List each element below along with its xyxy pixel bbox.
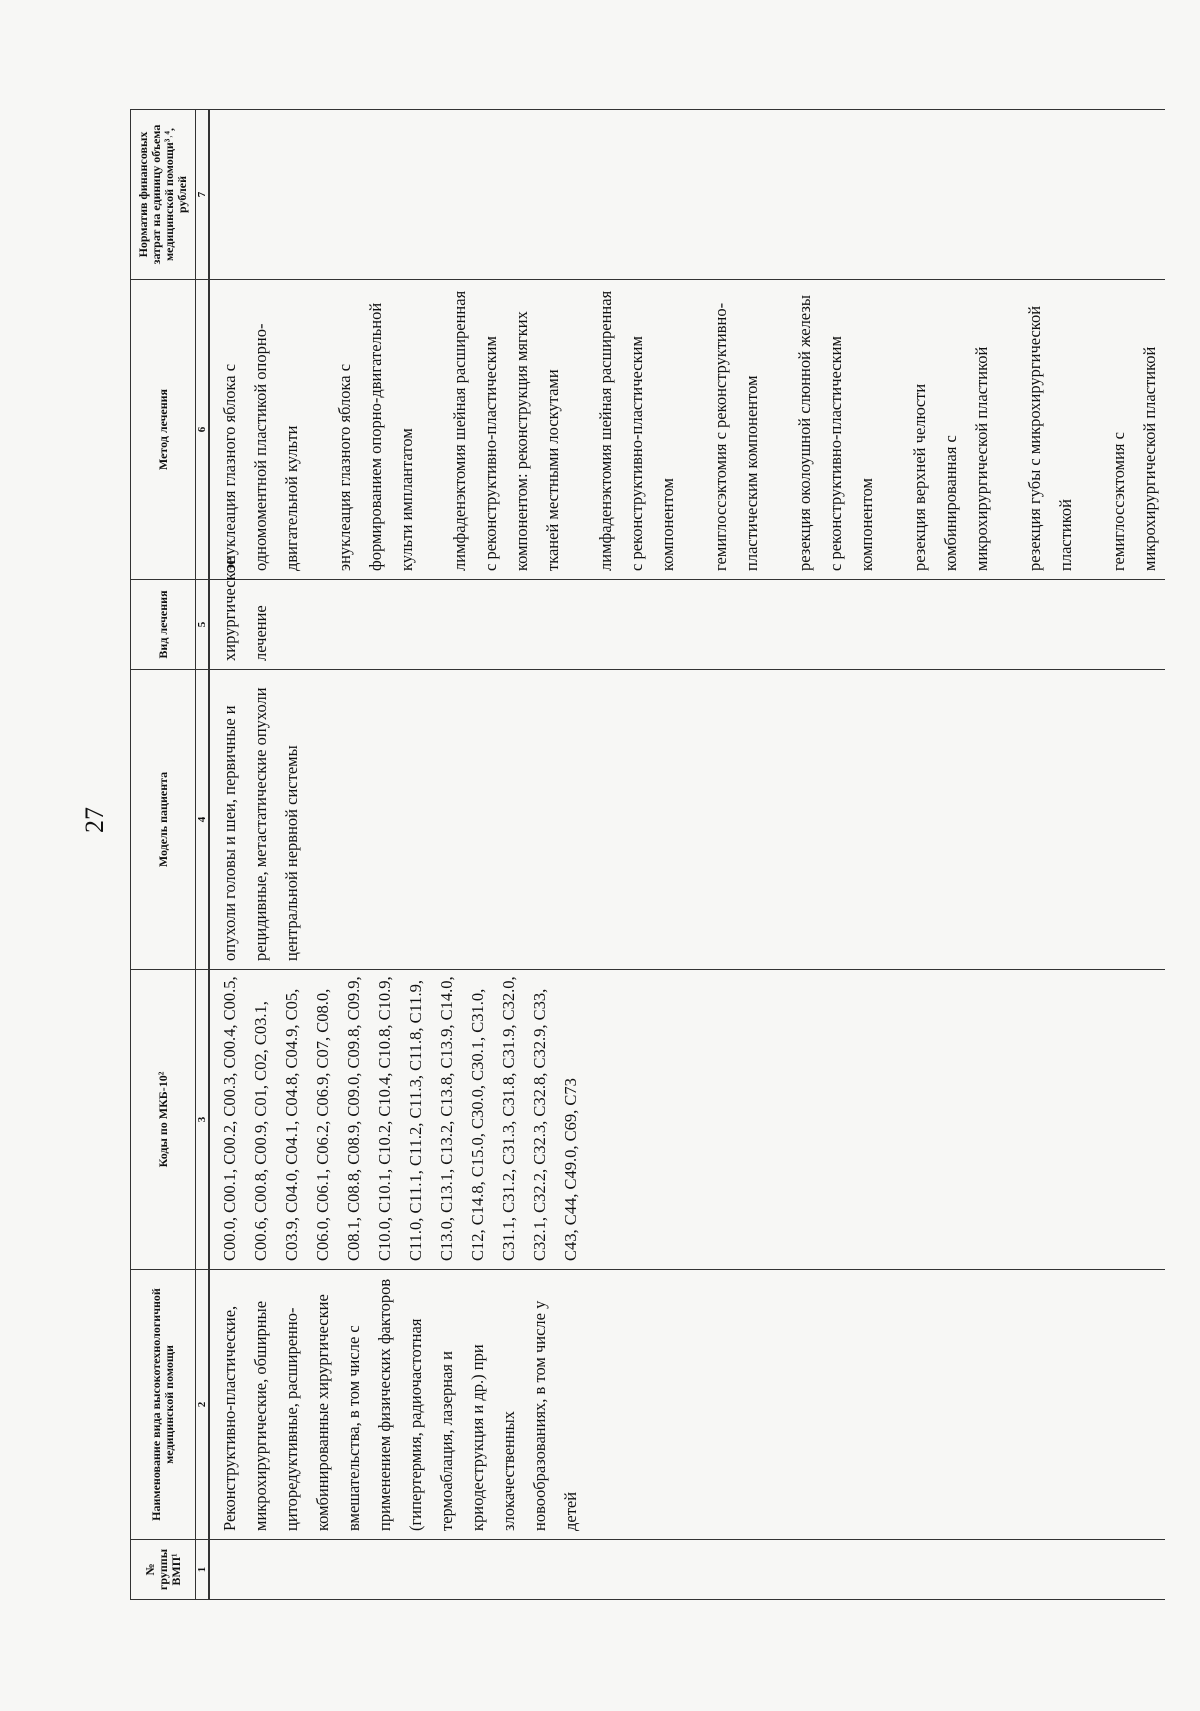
column-number: 4 xyxy=(196,670,210,970)
header-treatment-method: Метод лечения xyxy=(131,280,196,580)
cell-treatment-type: хирургическое лечение xyxy=(209,580,1165,670)
column-number-row xyxy=(196,110,210,1600)
column-number: 3 xyxy=(196,970,210,1270)
table-row xyxy=(209,110,1165,1600)
cell-treatment-methods xyxy=(209,280,1165,580)
header-group-no: № группы ВМП¹ xyxy=(131,1540,196,1600)
cell-cost xyxy=(209,110,1165,280)
vmp-table xyxy=(130,109,1165,1600)
header-icd-codes: Коды по МКБ-10² xyxy=(131,970,196,1270)
cell-icd-codes: C00.0, C00.1, C00.2, C00.3, C00.4, C00.5, C00.6, C00.8, C00.9, C01, C02, C03.1, C03.9, C04.0, C04.1, C04.8, C04.9, C05, C06.0, C06.1, C06.2, C06.9, C07, C08.0, C08.1, C08.8, C08.9, C09.0, C09.8, C09.9, C10.0, C10.1, C10.2, C10.4, C10.8, C10.9, C11.0, C11.1, C11.2, C11.3, C11.8, C11.9, C13.0, C13.1, C13.2, C13.8, C13.9, C14.0, C12, C14.8, C15.0, C30.0, C30.1, C31.0, C31.1, C31.2, C31.3, C31.8, C31.9, C32.0, C32.1, C32.2, C32.3, C32.8, C32.9, C33, C43, C44, C49.0, C69, C73 xyxy=(209,970,1165,1270)
method-item: энуклеация глазного яблока с одномоментной пластикой опорно-двигательной культи xyxy=(220,323,301,571)
method-item: гемиглоссэктомия с микрохирургической пластикой xyxy=(1109,346,1159,571)
method-item: лимфаденэктомия шейная расширенная с реконструктивно-пластическим компонентом xyxy=(596,290,677,571)
method-item: энуклеация глазного яблока с формированием опорно-двигательной культи имплантатом xyxy=(335,302,416,571)
cell-group-no xyxy=(209,1540,1165,1600)
cell-patient-model: опухоли головы и шеи, первичные и рецидивные, метастатические опухоли центральной нервной системы xyxy=(209,670,1165,970)
method-item: лимфаденэктомия шейная расширенная с реконструктивно-пластическим компонентом: реконструкция мягких тканей местными лоскутами xyxy=(450,290,562,571)
column-number: 6 xyxy=(196,280,210,580)
header-vmp-name: Наименование вида высокотехнологичной медицинской помощи xyxy=(131,1270,196,1540)
table-header-row xyxy=(131,110,196,1600)
header-treatment-type: Вид лечения xyxy=(131,580,196,670)
cell-vmp-name: Реконструктивно-пластические, микрохирургические, обширные циторедуктивные, расширенно-комбинированные хирургические вмешательства, в том числе с применением физических факторов (гипертермия, радиочастотная термоаблация, лазерная и криодеструкция и др.) при злокачественных новообразованиях, в том числе у детей xyxy=(209,1270,1165,1540)
page-number: 27 xyxy=(80,807,109,833)
method-item: резекция верхней челюсти комбинированная с микрохирургической пластикой xyxy=(910,346,991,571)
rotated-table-container xyxy=(130,110,1159,1600)
header-patient-model: Модель пациента xyxy=(131,670,196,970)
column-number: 2 xyxy=(196,1270,210,1540)
column-number: 7 xyxy=(196,110,210,280)
method-item: гемиглоссэктомия с реконструктивно-пластическим компонентом xyxy=(711,302,761,571)
method-item: резекция губы с микрохирургической пластикой xyxy=(1025,305,1075,571)
header-cost-standard: Норматив финансовых затрат на единицу объема медицинской помощи³˒⁴, рублей xyxy=(131,110,196,280)
column-number: 5 xyxy=(196,580,210,670)
method-item: резекция околоушной слюнной железы с реконструктивно-пластическим компонентом xyxy=(795,295,876,571)
column-number: 1 xyxy=(196,1540,210,1600)
